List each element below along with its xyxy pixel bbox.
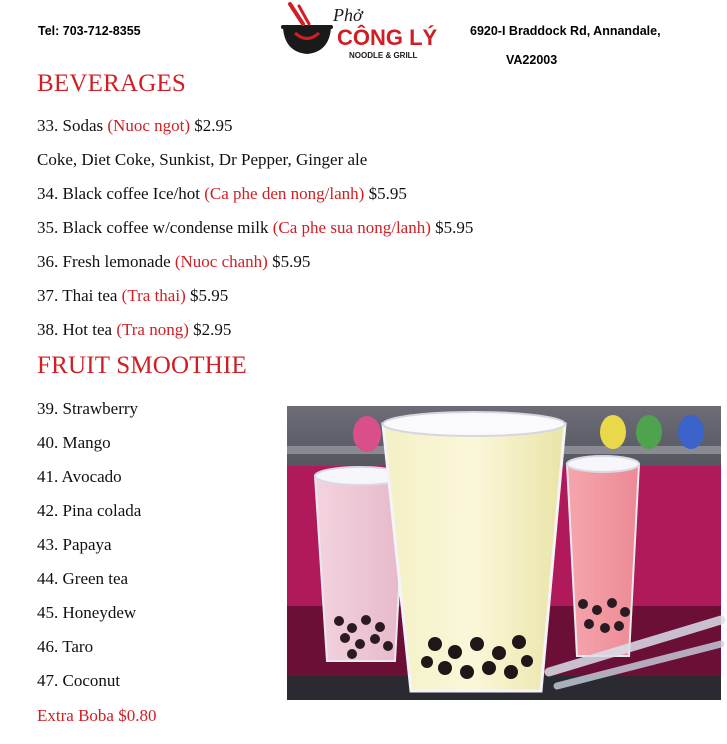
- menu-item-47: 47. Coconut: [37, 671, 121, 690]
- menu-item-34: 34. Black coffee Ice/hot (Ca phe den nong/lanh) $5.95: [37, 184, 407, 203]
- menu-item-42: 42. Pina colada: [37, 501, 142, 520]
- menu-item-43: 43. Papaya: [37, 535, 112, 554]
- menu-item-37: 37. Thai tea (Tra thai) $5.95: [37, 286, 229, 305]
- menu-item-40: 40. Mango: [37, 433, 111, 452]
- address-line-2: VA22003: [506, 53, 558, 67]
- menu-item-41: 41. Avocado: [37, 467, 122, 486]
- logo-pho-text: Phở: [333, 5, 363, 25]
- menu-item-45: 45. Honeydew: [37, 603, 137, 622]
- menu-item-39: 39. Strawberry: [37, 399, 139, 418]
- menu-item-33: 33. Sodas (Nuoc ngot) $2.95: [37, 116, 233, 135]
- menu-item-38: 38. Hot tea (Tra nong) $2.95: [37, 320, 232, 339]
- logo-name-text: CÔNG LÝ: [337, 25, 438, 50]
- fruit-smoothie-heading: FRUIT SMOOTHIE: [37, 352, 247, 379]
- phone-number: Tel: 703-712-8355: [38, 24, 141, 38]
- beverages-heading: BEVERAGES: [37, 70, 187, 97]
- menu-item-35: 35. Black coffee w/condense milk (Ca phe sua nong/lanh) $5.95: [37, 218, 474, 237]
- menu-item-36: 36. Fresh lemonade (Nuoc chanh) $5.95: [37, 252, 311, 271]
- extra-boba-note: Extra Boba $0.80: [37, 706, 157, 725]
- logo-tagline-text: NOODLE & GRILL: [349, 51, 418, 60]
- restaurant-logo: [281, 2, 438, 62]
- soda-options-note: Coke, Diet Coke, Sunkist, Dr Pepper, Ginger ale: [37, 150, 368, 169]
- menu-item-46: 46. Taro: [37, 637, 94, 656]
- menu-item-44: 44. Green tea: [37, 569, 129, 588]
- address-line-1: 6920-I Braddock Rd, Annandale,: [470, 24, 661, 38]
- bubble-tea-drinks-photo: [287, 406, 721, 700]
